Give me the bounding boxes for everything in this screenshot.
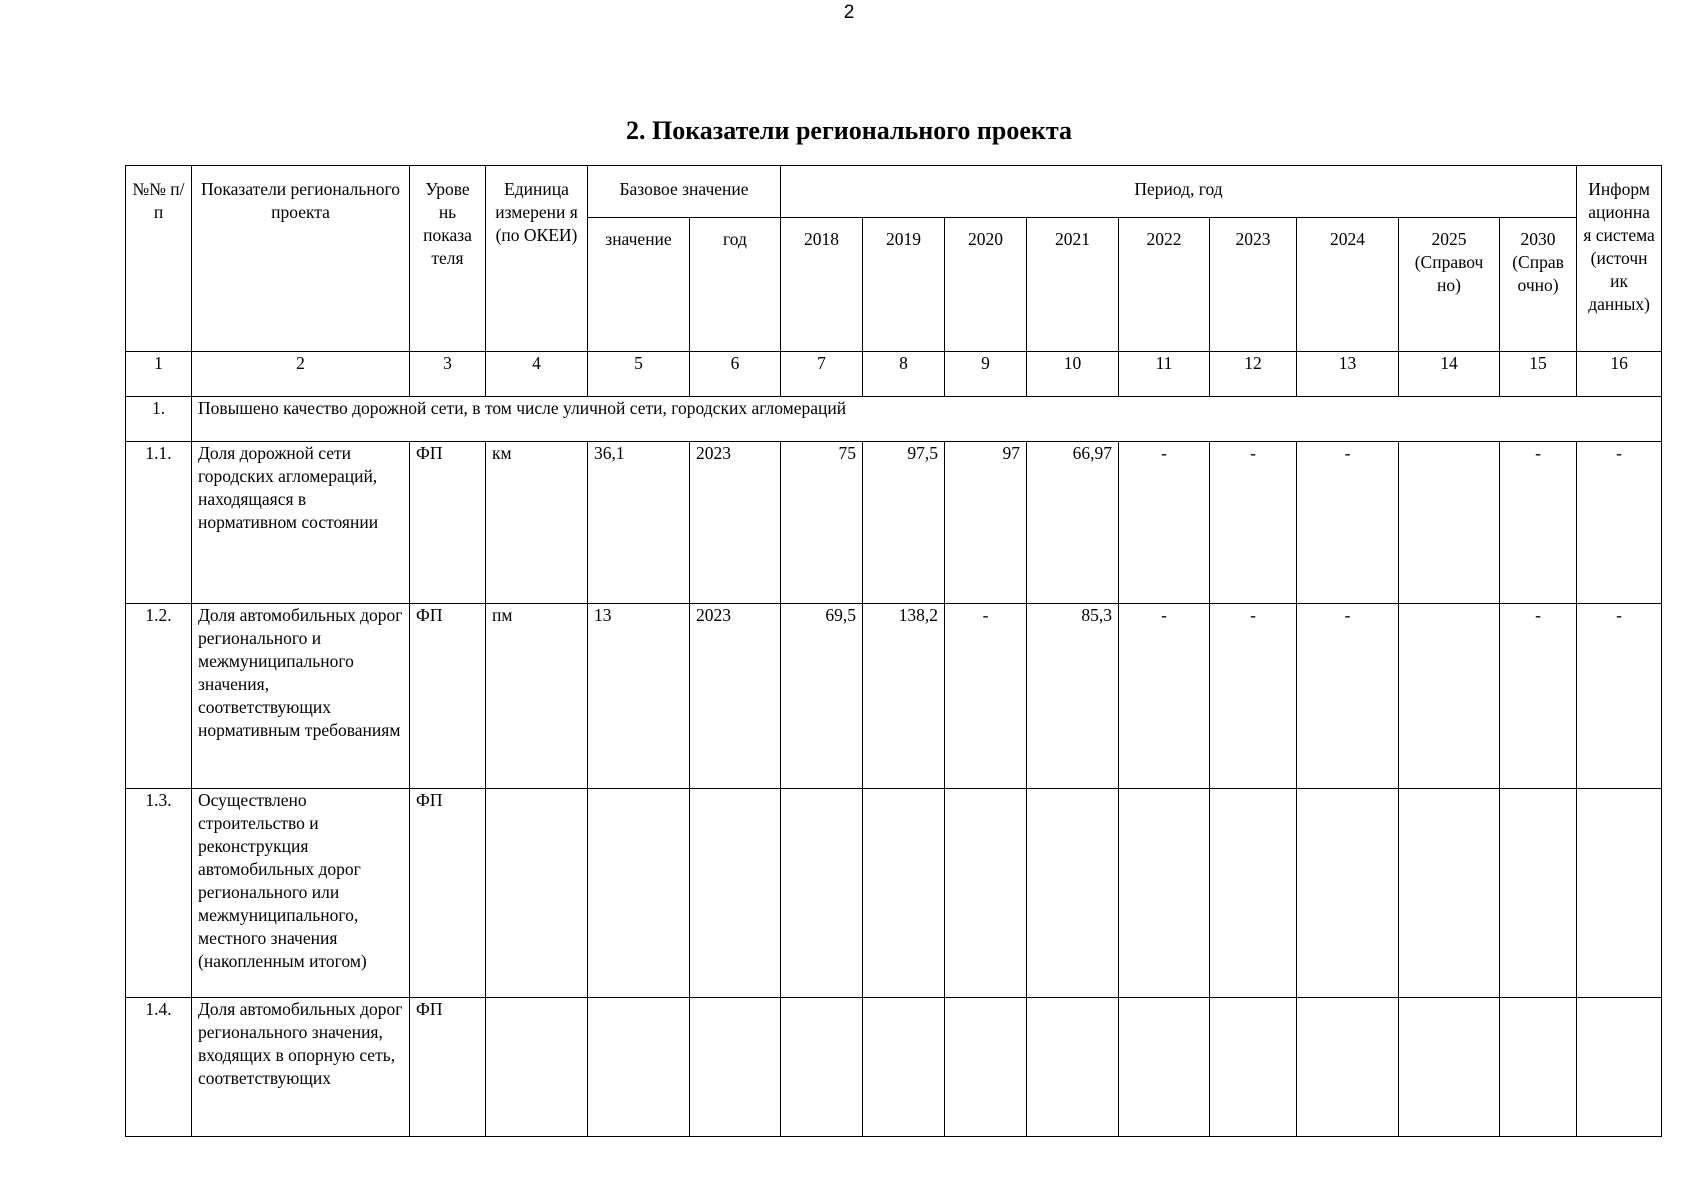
column-number: 8 xyxy=(863,352,945,397)
section-num: 1. xyxy=(126,397,192,442)
row-base-value xyxy=(588,789,690,998)
header-year-2025: 2025 (Справоч но) xyxy=(1399,218,1500,352)
row-value-2019: 97,5 xyxy=(863,442,945,604)
row-value-2020: 97 xyxy=(945,442,1027,604)
header-base-year: год xyxy=(690,218,781,352)
header-year-2023: 2023 xyxy=(1210,218,1297,352)
column-number: 16 xyxy=(1577,352,1662,397)
row-num: 1.1. xyxy=(126,442,192,604)
row-value-2021 xyxy=(1027,789,1119,998)
row-value-2019: 138,2 xyxy=(863,604,945,789)
row-base-value xyxy=(588,998,690,1137)
column-number: 1 xyxy=(126,352,192,397)
header-base-value: значение xyxy=(588,218,690,352)
row-value-2025 xyxy=(1399,442,1500,604)
row-info-system: - xyxy=(1577,442,1662,604)
row-value-2024: - xyxy=(1297,604,1399,789)
row-level: ФП xyxy=(410,604,486,789)
row-value-2030: - xyxy=(1500,604,1577,789)
header-num: №№ п/п xyxy=(126,166,192,352)
row-value-2020: - xyxy=(945,604,1027,789)
header-info-system: Информ ационна я система (источн ик данных) xyxy=(1577,166,1662,352)
row-value-2019 xyxy=(863,789,945,998)
table-row xyxy=(126,789,1662,998)
column-number: 11 xyxy=(1119,352,1210,397)
header-level: Урове нь показа теля xyxy=(410,166,486,352)
column-number: 7 xyxy=(781,352,863,397)
row-value-2022 xyxy=(1119,789,1210,998)
row-value-2030: - xyxy=(1500,442,1577,604)
row-unit xyxy=(486,998,588,1137)
column-number: 5 xyxy=(588,352,690,397)
row-level: ФП xyxy=(410,789,486,998)
row-value-2023 xyxy=(1210,789,1297,998)
column-number: 3 xyxy=(410,352,486,397)
row-value-2018 xyxy=(781,789,863,998)
column-number: 12 xyxy=(1210,352,1297,397)
row-value-2030 xyxy=(1500,789,1577,998)
column-number: 4 xyxy=(486,352,588,397)
row-value-2021: 85,3 xyxy=(1027,604,1119,789)
row-num: 1.2. xyxy=(126,604,192,789)
header-year-2022: 2022 xyxy=(1119,218,1210,352)
row-value-2025 xyxy=(1399,998,1500,1137)
row-value-2020 xyxy=(945,998,1027,1137)
row-info-system xyxy=(1577,789,1662,998)
header-year-2018: 2018 xyxy=(781,218,863,352)
row-value-2022 xyxy=(1119,998,1210,1137)
row-level: ФП xyxy=(410,442,486,604)
row-value-2023 xyxy=(1210,998,1297,1137)
table-row xyxy=(126,442,1662,604)
indicators-table xyxy=(125,165,1662,1137)
document-title: 2. Показатели регионального проекта xyxy=(626,116,1072,145)
row-indicator: Доля автомобильных дорог регионального и межмуниципального значения, соответствующих нормативным требованиям xyxy=(192,604,410,789)
row-base-year: 2023 xyxy=(690,442,781,604)
column-number: 6 xyxy=(690,352,781,397)
column-numbers-row xyxy=(126,352,1662,397)
row-value-2023: - xyxy=(1210,442,1297,604)
column-number: 14 xyxy=(1399,352,1500,397)
row-unit: пм xyxy=(486,604,588,789)
row-value-2018 xyxy=(781,998,863,1137)
row-value-2024: - xyxy=(1297,442,1399,604)
row-value-2020 xyxy=(945,789,1027,998)
row-info-system xyxy=(1577,998,1662,1137)
row-info-system: - xyxy=(1577,604,1662,789)
section-row xyxy=(126,397,1662,442)
row-value-2025 xyxy=(1399,604,1500,789)
row-indicator: Доля автомобильных дорог регионального значения, входящих в опорную сеть, соответствующих xyxy=(192,998,410,1137)
page-number: 2 xyxy=(843,2,855,23)
row-unit: км xyxy=(486,442,588,604)
table-row xyxy=(126,604,1662,789)
header-year-2019: 2019 xyxy=(863,218,945,352)
column-number: 15 xyxy=(1500,352,1577,397)
table-row xyxy=(126,998,1662,1137)
row-base-value: 13 xyxy=(588,604,690,789)
header-unit: Единица измерени я (по ОКЕИ) xyxy=(486,166,588,352)
row-value-2021: 66,97 xyxy=(1027,442,1119,604)
column-number: 9 xyxy=(945,352,1027,397)
header-year-2020: 2020 xyxy=(945,218,1027,352)
row-value-2030 xyxy=(1500,998,1577,1137)
header-indicator: Показатели регионального проекта xyxy=(192,166,410,352)
column-number: 10 xyxy=(1027,352,1119,397)
header-year-2030: 2030 (Справ очно) xyxy=(1500,218,1577,352)
row-value-2018: 75 xyxy=(781,442,863,604)
column-number: 13 xyxy=(1297,352,1399,397)
header-base: Базовое значение xyxy=(588,166,781,218)
row-value-2024 xyxy=(1297,789,1399,998)
row-value-2019 xyxy=(863,998,945,1137)
row-indicator: Доля дорожной сети городских агломераций, находящаяся в нормативном состоянии xyxy=(192,442,410,604)
row-value-2018: 69,5 xyxy=(781,604,863,789)
header-year-2024: 2024 xyxy=(1297,218,1399,352)
row-base-year xyxy=(690,789,781,998)
header-period: Период, год xyxy=(781,166,1577,218)
row-base-value: 36,1 xyxy=(588,442,690,604)
row-level: ФП xyxy=(410,998,486,1137)
row-value-2025 xyxy=(1399,789,1500,998)
row-value-2021 xyxy=(1027,998,1119,1137)
row-value-2024 xyxy=(1297,998,1399,1137)
row-base-year xyxy=(690,998,781,1137)
header-row-1 xyxy=(126,166,1662,218)
row-value-2022: - xyxy=(1119,604,1210,789)
section-title: Повышено качество дорожной сети, в том числе уличной сети, городских агломераций xyxy=(192,397,1662,442)
row-unit xyxy=(486,789,588,998)
row-value-2023: - xyxy=(1210,604,1297,789)
row-num: 1.3. xyxy=(126,789,192,998)
row-num: 1.4. xyxy=(126,998,192,1137)
row-indicator: Осуществлено строительство и реконструкция автомобильных дорог регионального или межмуниципального, местного значения (накопленным итогом) xyxy=(192,789,410,998)
column-number: 2 xyxy=(192,352,410,397)
row-base-year: 2023 xyxy=(690,604,781,789)
row-value-2022: - xyxy=(1119,442,1210,604)
header-year-2021: 2021 xyxy=(1027,218,1119,352)
